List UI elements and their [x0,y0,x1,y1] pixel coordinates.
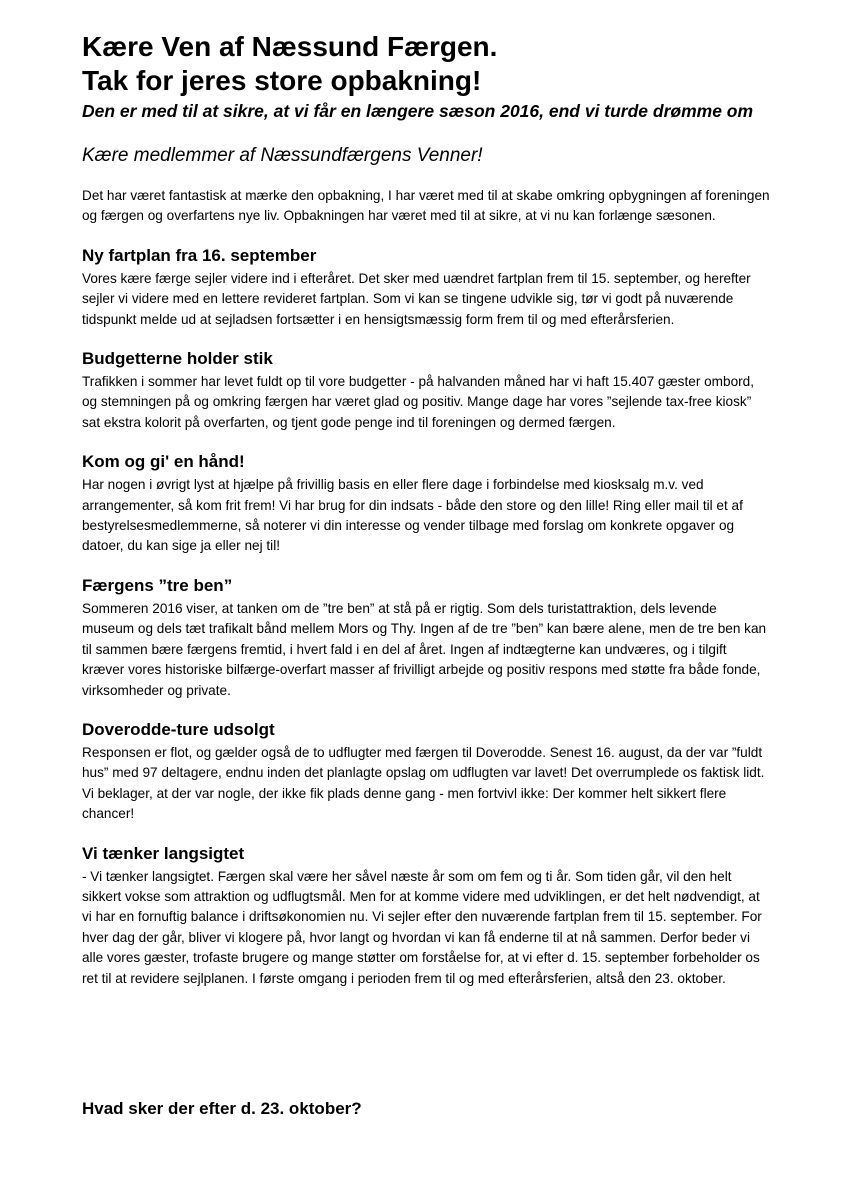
subtitle: Den er med til at sikre, at vi får en længere sæson 2016, end vi turde drømme om [82,101,754,121]
section-body: Sommeren 2016 viser, at tanken om de ”tre ben” at stå på er rigtig. Som dels turistattraktion, dels levende museum og dels tæt trafikalt bånd mellem Mors og Thy. Ingen af de tre ”ben” kan bære alene, men de tre ben kan til sammen bære færgens fremtid, i hvert fald i en del af året. Ingen af indtægterne kan undværes, og i tilgift kræver vores historiske bilfærge-overfart masser af frivilligt arbejde og positiv respons med støtte fra både fonde, virksomheder og private. [82,600,767,698]
intro-paragraph: Det har været fantastisk at mærke den opbakning, I har været med til at skabe omkring opbygningen af foreningen og færgen og overfartens nye liv. Opbakningen har været med til at sikre, at vi nu kan forlænge sæsonen. [82,188,770,224]
section-heading: Doverodde-ture udsolgt [82,719,275,739]
section-langsigtet [82,843,772,989]
title-line-1: Kære Ven af Næssund Færgen. [82,31,498,62]
section-body: Vores kære færge sejler videre ind i efteråret. Det sker med uændret fartplan frem til 15. september, og herefter sejler vi videre med en lettere revideret fartplan. Som vi kan se tingene udvikle sig, tør vi godt på nuværende tidspunkt melde ud at sejladsen fortsætter i en hensigtsmæssig form frem til og med efterårsferien. [82,270,751,327]
section-doverodde-ture [82,719,772,825]
section-budgetterne [82,348,772,433]
section-body: Har nogen i øvrigt lyst at hjælpe på frivillig basis en eller flere dage i forbindelse med kiosksalg m.v. ved arrangementer, så kom frit frem! Vi har brug for din indsats - både den store og den lille! Ring eller mail til et af bestyrelsesmedlemmerne, så noterer vi din interesse og vender tilbage med forslag om konkrete opgaver og datoer, du kan sige ja eller nej til! [82,477,743,554]
section-heading: Budgetterne holder stik [82,349,273,369]
title-line-2: Tak for jeres store opbakning! [82,65,482,96]
letter-page [82,30,772,989]
final-heading: Hvad sker der efter d. 23. oktober? [82,1099,362,1118]
section-heading: Ny fartplan fra 16. september [82,245,317,265]
section-body: Trafikken i sommer har levet fuldt op til vore budgetter - på halvanden måned har vi haft 15.407 gæster ombord, og stemningen på og omkring færgen har været glad og positiv. Mange dage har vores ”sejlende tax-free kiosk” sat ekstra kolorit på overfarten, og tjent gode penge ind til foreningen og dermed færgen. [82,374,754,430]
section-body: Responsen er flot, og gælder også de to udflugter med færgen til Doverodde. Senest 16. august, da der var ”fuldt hus” med 97 deltagere, endnu inden det planlagte opslag om udflugten var lavet! Det overrumplede os faktisk lidt. Vi beklager, at der var nogle, der ikke fik plads denne gang - men fortvivl ikke: Der kommer helt sikkert flere chancer! [82,744,765,822]
section-heading: Vi tænker langsigtet [82,843,245,863]
section-heading: Færgens ”tre ben” [82,575,233,595]
section-heading: Kom og gi' en hånd! [82,452,245,472]
section-tre-ben [82,575,772,701]
greeting: Kære medlemmer af Næssundfærgens Venner! [82,145,483,166]
section-kom-og-gi-en-haand [82,451,772,557]
section-body: - Vi tænker langsigtet. Færgen skal være her såvel næste år som om fem og ti år. Som tiden går, vil den helt sikkert vokse som attraktion og udflugtsmål. Men for at komme videre med udviklingen, er det helt nødvendigt, at vi har en fornuftig balance i driftsøkonomien nu. Vi sejler efter den nuværende fartplan frem til 15. september. For hver dag der går, bliver vi klogere på, hvor langt og hvordan vi kan få enderne til at nå sammen. Derfor beder vi alle vores gæster, trofaste brugere og mange støtter om forståelse for, at vi efter d. 15. september forbeholder os ret til at revidere sejlplanen. I første omgang i perioden frem til og med efterårsferien, altså den 23. oktober. [82,868,762,986]
section-ny-fartplan [82,245,772,330]
